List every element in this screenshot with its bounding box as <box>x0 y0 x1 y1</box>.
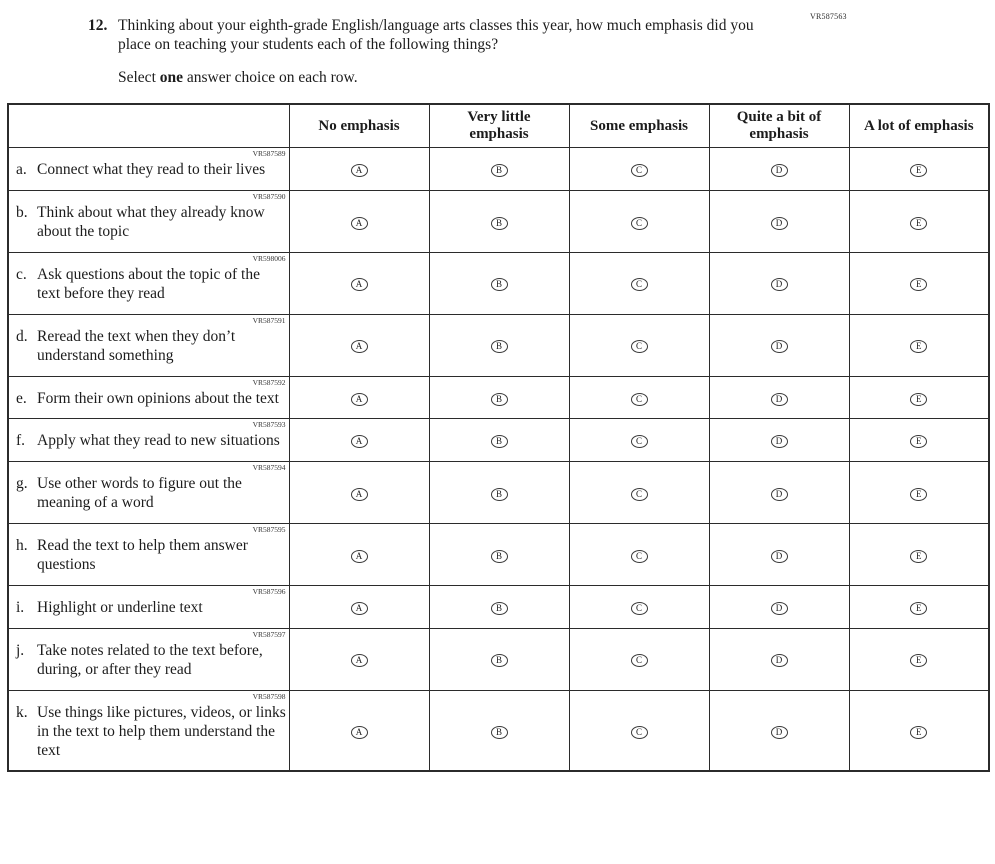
option-bubble-e[interactable]: E <box>910 435 927 448</box>
option-cell <box>569 314 709 376</box>
option-bubble-a[interactable]: A <box>351 217 368 230</box>
table-row <box>8 462 989 524</box>
option-bubble-d[interactable]: D <box>771 217 788 230</box>
option-cell <box>849 462 989 524</box>
option-bubble-b[interactable]: B <box>491 654 508 667</box>
column-header-a-lot-of-emphasis: A lot of emphasis <box>849 104 989 148</box>
option-cell <box>849 524 989 586</box>
row-label-cell <box>8 148 289 191</box>
option-bubble-e[interactable]: E <box>910 550 927 563</box>
row-label-column-header <box>8 104 289 148</box>
option-cell <box>429 376 569 419</box>
row-letter: g. <box>16 475 28 493</box>
option-cell <box>429 462 569 524</box>
option-cell <box>709 148 849 191</box>
option-bubble-c[interactable]: C <box>631 393 648 406</box>
row-label <box>9 474 289 523</box>
option-bubble-e[interactable]: E <box>910 393 927 406</box>
option-cell <box>709 628 849 690</box>
option-bubble-b[interactable]: B <box>491 726 508 739</box>
option-bubble-b[interactable]: B <box>491 340 508 353</box>
row-letter: e. <box>16 389 27 407</box>
option-cell <box>429 586 569 629</box>
question-body <box>118 17 766 88</box>
row-letter: j. <box>16 641 25 659</box>
option-cell <box>429 148 569 191</box>
option-bubble-c[interactable]: C <box>631 217 648 230</box>
row-label-cell <box>8 419 289 462</box>
option-cell <box>289 191 429 253</box>
option-bubble-e[interactable]: E <box>910 164 927 177</box>
option-cell <box>569 690 709 771</box>
survey-table-body <box>8 148 989 772</box>
option-cell <box>289 419 429 462</box>
survey-table <box>7 103 990 773</box>
question-number: 12. <box>88 17 108 34</box>
option-bubble-c[interactable]: C <box>631 726 648 739</box>
row-label <box>9 203 289 252</box>
option-bubble-a[interactable]: A <box>351 340 368 353</box>
option-cell <box>569 376 709 419</box>
option-cell <box>569 191 709 253</box>
option-cell <box>709 462 849 524</box>
option-bubble-a[interactable]: A <box>351 435 368 448</box>
option-bubble-d[interactable]: D <box>771 550 788 563</box>
question-text: Thinking about your eighth-grade English/language arts classes this year, how much emphasis did you place on teaching your students each of the following things? <box>118 17 754 53</box>
option-cell <box>289 314 429 376</box>
option-bubble-d[interactable]: D <box>771 435 788 448</box>
option-cell <box>569 586 709 629</box>
row-letter: f. <box>16 432 26 450</box>
row-label-cell <box>8 524 289 586</box>
option-bubble-e[interactable]: E <box>910 726 927 739</box>
row-text: Apply what they read to new situations <box>37 432 280 450</box>
option-bubble-b[interactable]: B <box>491 393 508 406</box>
option-cell <box>429 252 569 314</box>
option-bubble-e[interactable]: E <box>910 278 927 291</box>
option-cell <box>849 376 989 419</box>
option-cell <box>849 690 989 771</box>
row-vr-code: VR587594 <box>252 463 286 473</box>
option-cell <box>289 148 429 191</box>
table-row <box>8 419 989 462</box>
option-cell <box>429 524 569 586</box>
option-cell <box>569 252 709 314</box>
table-row <box>8 252 989 314</box>
option-bubble-a[interactable]: A <box>351 164 368 177</box>
column-header-very-little-emphasis: Very little emphasis <box>429 104 569 148</box>
option-bubble-c[interactable]: C <box>631 488 648 501</box>
option-bubble-d[interactable]: D <box>771 393 788 406</box>
row-letter: h. <box>16 537 28 555</box>
option-bubble-e[interactable]: E <box>910 602 927 615</box>
option-bubble-c[interactable]: C <box>631 602 648 615</box>
row-vr-code: VR598006 <box>252 253 286 263</box>
instruction-suffix: answer choice on each row. <box>183 68 358 86</box>
row-label <box>9 160 289 190</box>
row-label <box>9 703 289 771</box>
option-bubble-c[interactable]: C <box>631 550 648 563</box>
row-text: Connect what they read to their lives <box>37 161 266 179</box>
option-bubble-c[interactable]: C <box>631 654 648 667</box>
option-bubble-e[interactable]: E <box>910 340 927 353</box>
table-row <box>8 376 989 419</box>
row-label <box>9 327 289 376</box>
option-cell <box>709 376 849 419</box>
option-cell <box>569 628 709 690</box>
row-label-cell <box>8 462 289 524</box>
row-text: Use other words to figure out the meaning of a word <box>37 475 242 512</box>
option-cell <box>569 524 709 586</box>
row-letter: b. <box>16 204 28 222</box>
table-row <box>8 586 989 629</box>
row-letter: c. <box>16 265 27 283</box>
option-cell <box>849 419 989 462</box>
option-cell <box>709 524 849 586</box>
option-cell <box>289 252 429 314</box>
option-bubble-a[interactable]: A <box>351 550 368 563</box>
option-cell <box>849 586 989 629</box>
row-letter: i. <box>16 599 25 616</box>
option-cell <box>709 252 849 314</box>
row-vr-code: VR587595 <box>252 525 286 535</box>
row-label-cell <box>8 376 289 419</box>
row-label <box>9 536 289 585</box>
option-cell <box>849 191 989 253</box>
option-bubble-d[interactable]: D <box>771 340 788 353</box>
row-text: Think about what they already know about the topic <box>37 204 265 241</box>
row-vr-code: VR587589 <box>252 149 286 159</box>
column-header-quite-a-bit-of-emphasis: Quite a bit of emphasis <box>709 104 849 148</box>
row-text: Use things like pictures, videos, or links in the text to help them understand the text <box>37 703 286 759</box>
option-cell <box>289 376 429 419</box>
row-text: Read the text to help them answer questions <box>37 537 248 574</box>
option-bubble-d[interactable]: D <box>771 488 788 501</box>
row-vr-code: VR587591 <box>252 315 286 325</box>
option-cell <box>569 148 709 191</box>
row-text: Take notes related to the text before, during, or after they read <box>37 641 263 678</box>
option-bubble-b[interactable]: B <box>491 278 508 291</box>
option-cell <box>569 462 709 524</box>
option-cell <box>429 628 569 690</box>
option-bubble-d[interactable]: D <box>771 602 788 615</box>
option-cell <box>289 524 429 586</box>
option-bubble-a[interactable]: A <box>351 278 368 291</box>
option-bubble-d[interactable]: D <box>771 726 788 739</box>
row-vr-code: VR587596 <box>252 587 286 596</box>
option-bubble-d[interactable]: D <box>771 654 788 667</box>
row-vr-code: VR587597 <box>252 629 286 639</box>
option-bubble-a[interactable]: A <box>351 726 368 739</box>
row-text: Reread the text when they don’t understand something <box>37 327 236 364</box>
option-cell <box>429 419 569 462</box>
option-bubble-e[interactable]: E <box>910 488 927 501</box>
row-label <box>9 431 289 461</box>
row-label <box>9 265 289 314</box>
column-header-some-emphasis: Some emphasis <box>569 104 709 148</box>
row-vr-code: VR587592 <box>252 377 286 387</box>
table-row <box>8 524 989 586</box>
option-cell <box>289 628 429 690</box>
table-row <box>8 314 989 376</box>
row-label-cell <box>8 690 289 771</box>
option-bubble-d[interactable]: D <box>771 164 788 177</box>
instruction-emphasis: one <box>159 68 183 86</box>
option-bubble-e[interactable]: E <box>910 217 927 230</box>
option-bubble-d[interactable]: D <box>771 278 788 291</box>
option-cell <box>569 419 709 462</box>
option-cell <box>709 314 849 376</box>
option-cell <box>709 586 849 629</box>
row-text: Form their own opinions about the text <box>37 389 279 407</box>
option-cell <box>849 314 989 376</box>
option-bubble-c[interactable]: C <box>631 278 648 291</box>
option-bubble-c[interactable]: C <box>631 340 648 353</box>
row-text: Highlight or underline text <box>37 599 203 616</box>
row-label-cell <box>8 628 289 690</box>
option-bubble-b[interactable]: B <box>491 435 508 448</box>
option-cell <box>289 586 429 629</box>
option-cell <box>849 628 989 690</box>
option-cell <box>289 690 429 771</box>
row-label-cell <box>8 586 289 629</box>
row-label-cell <box>8 252 289 314</box>
row-vr-code: VR587593 <box>252 420 286 430</box>
option-bubble-b[interactable]: B <box>491 164 508 177</box>
option-bubble-a[interactable]: A <box>351 654 368 667</box>
form-code: VR587563 <box>810 12 847 21</box>
option-cell <box>429 191 569 253</box>
option-bubble-c[interactable]: C <box>631 164 648 177</box>
row-letter: k. <box>16 703 28 721</box>
instruction-prefix: Select <box>118 68 160 86</box>
row-label-cell <box>8 191 289 253</box>
option-cell <box>709 419 849 462</box>
option-cell <box>849 148 989 191</box>
option-cell <box>849 252 989 314</box>
table-row <box>8 690 989 771</box>
table-row <box>8 628 989 690</box>
question-instruction <box>118 69 766 88</box>
row-text: Ask questions about the topic of the text before they read <box>37 265 260 302</box>
row-label <box>9 389 289 419</box>
row-vr-code: VR587598 <box>252 691 286 701</box>
table-row <box>8 148 989 191</box>
header-row <box>8 104 989 148</box>
row-letter: a. <box>16 161 27 179</box>
column-header-no-emphasis: No emphasis <box>289 104 429 148</box>
row-label <box>9 598 289 628</box>
option-bubble-b[interactable]: B <box>491 550 508 563</box>
table-row <box>8 191 989 253</box>
option-cell <box>429 314 569 376</box>
option-cell <box>709 191 849 253</box>
row-label-cell <box>8 314 289 376</box>
row-label <box>9 641 289 690</box>
option-cell <box>429 690 569 771</box>
option-bubble-b[interactable]: B <box>491 217 508 230</box>
row-vr-code: VR587590 <box>252 192 286 202</box>
option-cell <box>709 690 849 771</box>
option-bubble-b[interactable]: B <box>491 602 508 615</box>
row-letter: d. <box>16 327 28 345</box>
option-bubble-a[interactable]: A <box>351 393 368 406</box>
option-cell <box>289 462 429 524</box>
option-bubble-b[interactable]: B <box>491 488 508 501</box>
option-bubble-a[interactable]: A <box>351 488 368 501</box>
option-bubble-c[interactable]: C <box>631 435 648 448</box>
option-bubble-e[interactable]: E <box>910 654 927 667</box>
option-bubble-a[interactable]: A <box>351 602 368 615</box>
